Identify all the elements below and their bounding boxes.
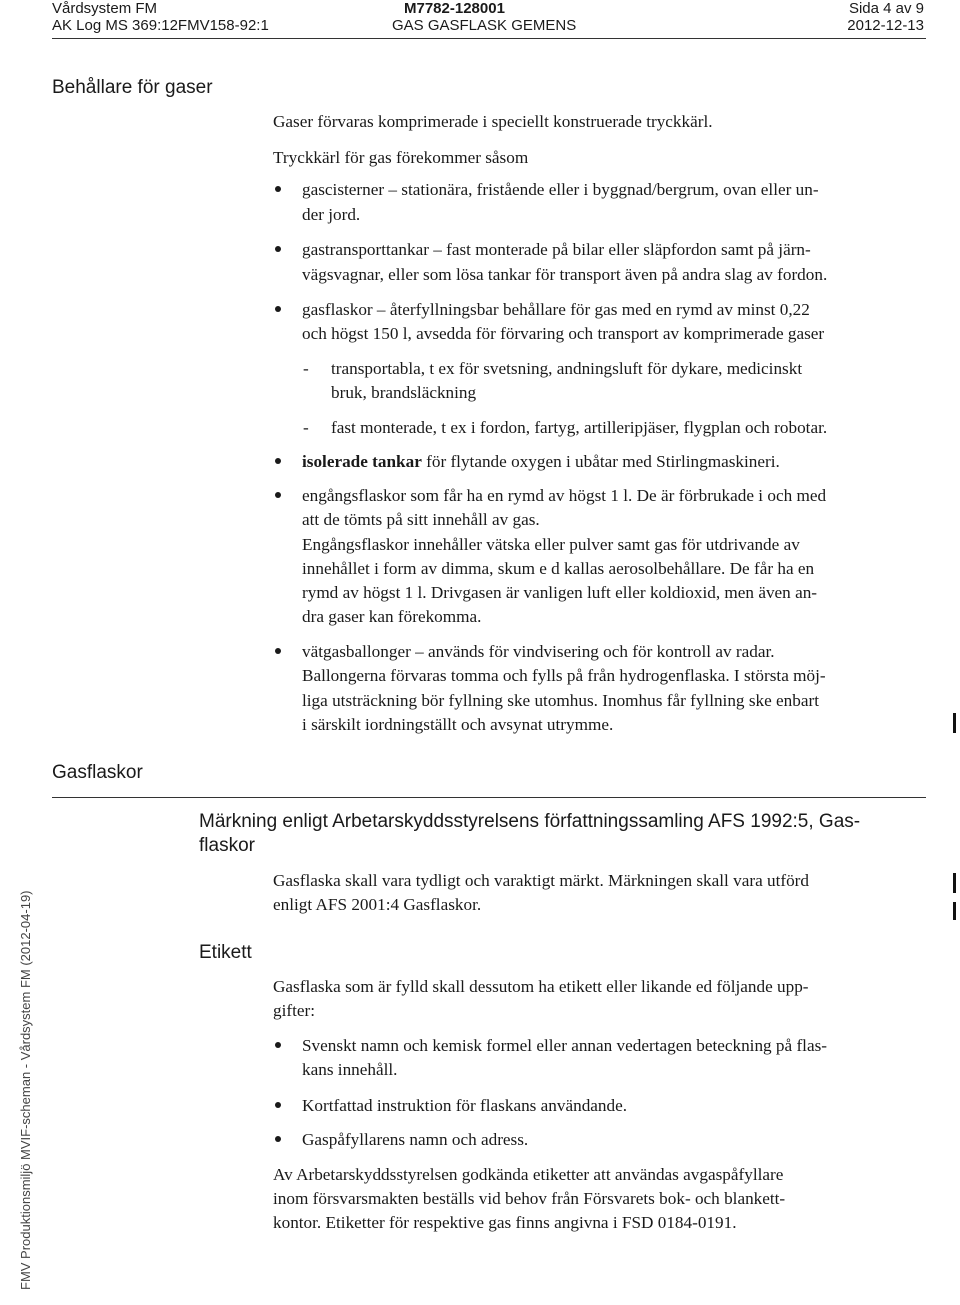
p2-line2: gifter:	[273, 1001, 315, 1020]
bullet-engangsflaskor-line5: rymd av högst 1 l. Drivgasen är vanligen luft eller koldioxid, men även an-	[302, 583, 818, 602]
p1-line2: enligt AFS 2001:4 Gasflaskor.	[273, 895, 482, 914]
bullet-vatgasballonger-line4: i särskilt iordningställt och avsynat utrymme.	[302, 715, 614, 734]
p3-line1: Av Arbetarskyddsstyrelsen godkända etiketter att användas avgaspåfyllare	[273, 1165, 784, 1184]
isolerade-tankar-bold: isolerade tankar	[302, 452, 422, 471]
intro-line-2: Tryckkärl för gas förekommer såsom	[273, 148, 529, 167]
etikett-item2: Kortfattad instruktion för flaskans användande.	[302, 1096, 628, 1115]
bullet-dot	[275, 492, 281, 498]
section-heading-containers: Behållare för gaser	[52, 77, 213, 98]
bullet-vatgasballonger-line1: vätgasballonger – används för vindvisering och för kontroll av radar.	[302, 642, 775, 661]
bullet-dot	[275, 1102, 281, 1108]
bullet-dot	[275, 648, 281, 654]
subheading-marking-line2: flaskor	[199, 835, 255, 856]
bullet-engangsflaskor-line3: Engångsflaskor innehåller vätska eller pulver samt gas för utdrivande av	[302, 535, 800, 554]
dash-transportabla-line1: transportabla, t ex för svetsning, andningsluft för dykare, medicinskt	[331, 359, 803, 378]
etikett-label: Etikett	[199, 942, 252, 963]
dash-fast-monterade: fast monterade, t ex i fordon, fartyg, artilleripjäser, flygplan och robotar.	[331, 418, 828, 437]
p3-line3: kontor. Etiketter för respektive gas finns angivna i FSD 0184-0191.	[273, 1213, 737, 1232]
dash-marker: -	[303, 418, 309, 437]
bullet-dot	[275, 246, 281, 252]
bullet-dot	[275, 1042, 281, 1048]
etikett-item1-line2: kans innehåll.	[302, 1060, 398, 1079]
bullet-engangsflaskor-line6: dra gaser kan förekomma.	[302, 607, 482, 626]
header-log: AK Log MS 369:12FMV158-92:1	[52, 17, 269, 34]
section-heading-gasflaskor: Gasflaskor	[52, 762, 143, 783]
bullet-gasflaskor-line1: gasflaskor – återfyllningsbar behållare för gas med en rymd av minst 0,22	[302, 300, 810, 319]
header-date: 2012-12-13	[847, 17, 924, 34]
bullet-engangsflaskor-line2: att de tömts på sitt innehåll av gas.	[302, 510, 540, 529]
dash-transportabla-line2: bruk, brandsläckning	[331, 383, 477, 402]
section-rule	[52, 797, 926, 798]
change-bar	[953, 873, 956, 893]
header-title: GAS GASFLASK GEMENS	[392, 17, 577, 34]
bullet-dot	[275, 458, 281, 464]
bullet-gastransport-line2: vägsvagnar, eller som lösa tankar för transport även på andra slag av fordon.	[302, 265, 828, 284]
subheading-marking-line1: Märkning enligt Arbetarskyddsstyrelsens författningssamling AFS 1992:5, Gas-	[199, 811, 861, 832]
bullet-gascisterner-line2: der jord.	[302, 205, 361, 224]
p3-line2: inom försvarsmakten beställs vid behov från Försvarets bok- och blankett-	[273, 1189, 786, 1208]
change-bar	[953, 902, 956, 920]
bullet-gastransport-line1: gastransporttankar – fast monterade på bilar eller släpfordon samt på järn-	[302, 240, 811, 259]
etikett-item3: Gaspåfyllarens namn och adress.	[302, 1130, 529, 1149]
etikett-item1-line1: Svenskt namn och kemisk formel eller annan vedertagen beteckning på flas-	[302, 1036, 827, 1055]
header-doc-number: M7782-128001	[404, 0, 505, 17]
bullet-engangsflaskor-line4: innehållet i form av dimma, skum e d kallas aerosolbehållare. De får ha en	[302, 559, 815, 578]
bullet-dot	[275, 306, 281, 312]
bullet-gasflaskor-line2: och högst 150 l, avsedda för förvaring och transport av komprimerade gaser	[302, 324, 825, 343]
bullet-engangsflaskor-line1: engångsflaskor som får ha en rymd av högst 1 l. De är förbrukade i och med	[302, 486, 827, 505]
p1-line1: Gasflaska skall vara tydligt och varaktigt märkt. Märkningen skall vara utförd	[273, 871, 809, 890]
bullet-isolerade-tankar	[302, 450, 780, 475]
side-production-label: FMV Produktionsmiljö MVIF-scheman - Vårdsystem FM (2012-04-19)	[18, 890, 33, 1290]
isolerade-tankar-rest: för flytande oxygen i ubåtar med Stirlingmaskineri.	[421, 452, 780, 471]
dash-marker: -	[303, 359, 309, 378]
header-page: Sida 4 av 9	[848, 0, 924, 17]
intro-line-1: Gaser förvaras komprimerade i speciellt konstruerade tryckkärl.	[273, 112, 713, 131]
bullet-dot	[275, 186, 281, 192]
change-bar	[953, 713, 956, 733]
header-system: Vårdsystem FM	[52, 0, 158, 17]
bullet-vatgasballonger-line2: Ballongerna förvaras tomma och fylls på från hydrogenflaska. I största möj-	[302, 666, 826, 685]
p2-line1: Gasflaska som är fylld skall dessutom ha etikett eller likande ed följande upp-	[273, 977, 809, 996]
header-rule	[52, 38, 926, 39]
bullet-dot	[275, 1136, 281, 1142]
bullet-vatgasballonger-line3: liga utsträckning bör fyllning ske utomhus. Inomhus får fyllning ske enbart	[302, 691, 819, 710]
bullet-gascisterner-line1: gascisterner – stationära, fristående eller i byggnad/bergrum, ovan eller un-	[302, 180, 819, 199]
